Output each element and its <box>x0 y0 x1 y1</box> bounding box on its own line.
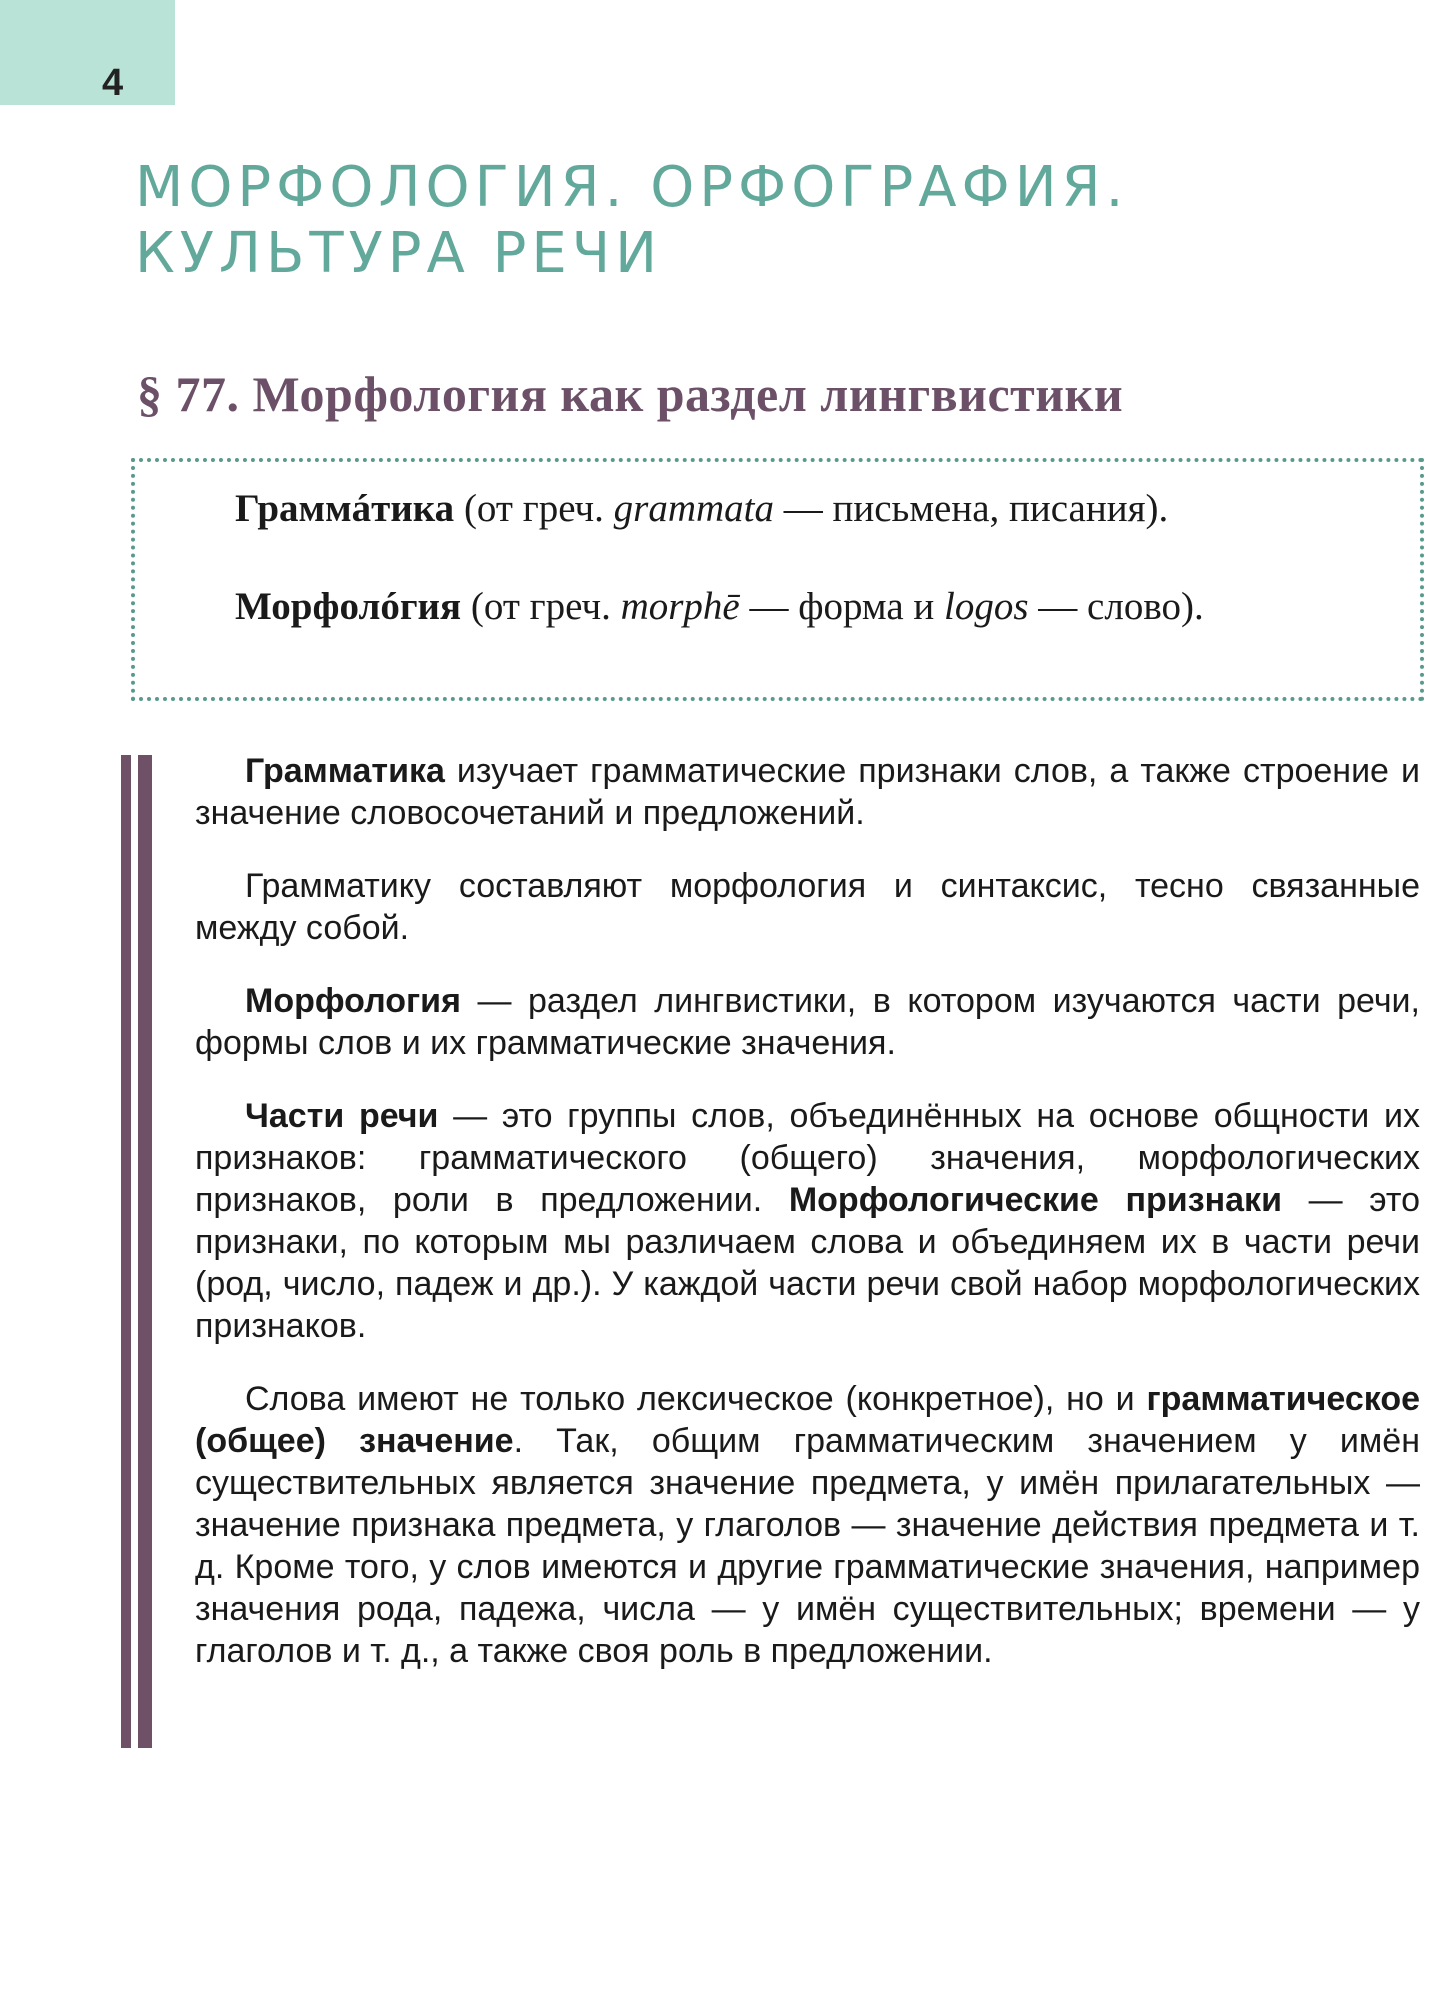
definition-foreign-word: morphē <box>620 585 740 628</box>
bold-term: Морфология <box>245 982 461 1020</box>
paragraph-text: . Так, общим грамматическим значением у имён существительных является значение предмета, у имён прилагательных — значение признака предмета, у глаголов — значение действия предмета и т. д. Кроме того, у слов имеются и другие грамматические значения, например значения рода, падежа, числа — у имён существительных; времени — у глаголов и т. д., а также своя роль в предложении. <box>195 1422 1420 1670</box>
definition-foreign-word: grammata <box>613 487 774 530</box>
bold-term: Грамматика <box>245 752 445 790</box>
definition-text: (от греч. <box>454 487 614 530</box>
paragraph-grammatical-meaning <box>195 1378 1420 1672</box>
chapter-title-line2: КУЛЬТУРА РЕЧИ <box>135 221 663 286</box>
margin-bar-thin <box>121 755 131 1748</box>
definition-text: — слово). <box>1028 585 1204 628</box>
paragraph-grammar <box>195 750 1420 834</box>
chapter-title-line1: МОРФОЛОГИЯ. ОРФОГРАФИЯ. <box>135 155 1129 220</box>
chapter-title <box>135 155 1128 287</box>
paragraph-text: — это группы слов, объединённых на основе общности их признаков: грамматического (общего) значения, морфологических признаков, роли в предложении. <box>195 1097 1421 1219</box>
paragraph-parts-of-speech <box>195 1095 1420 1347</box>
page-number: 4 <box>102 62 124 104</box>
paragraph-text: — раздел лингвистики, в котором изучаются части речи, формы слов и их грамматические значения. <box>195 982 1420 1062</box>
paragraph-text: Грамматику составляют морфология и синтаксис, тесно связанные между собой. <box>195 867 1420 947</box>
paragraph-text: изучает грамматические признаки слов, а также строение и значение словосочетаний и предложений. <box>195 752 1420 832</box>
margin-bar-thick <box>138 755 152 1748</box>
paragraph-grammar-parts <box>195 865 1420 949</box>
definition-morphology <box>185 582 1355 631</box>
bold-term: Морфологические признаки <box>788 1181 1282 1219</box>
definition-text: — письмена, писания). <box>774 487 1169 530</box>
bold-term: грамматическое (общее) значение <box>195 1380 1420 1460</box>
paragraph-text: — это признаки, по которым мы различаем слова и объединяем их в части речи (род, число, падеж и др.). У каждой части речи свой набор морфологических признаков. <box>195 1181 1420 1345</box>
paragraph-morphology <box>195 980 1420 1064</box>
definition-foreign-word: logos <box>944 585 1029 628</box>
definition-term: Граммáтика <box>235 487 455 530</box>
definition-term: Морфолóгия <box>235 585 462 628</box>
definition-text: (от греч. <box>461 585 621 628</box>
bold-term: Части речи <box>245 1097 439 1135</box>
paragraph-text: Слова имеют не только лексическое (конкретное), но и <box>245 1380 1147 1418</box>
definition-grammar <box>185 484 1355 533</box>
body-text <box>195 750 1420 1703</box>
definition-box <box>131 458 1424 701</box>
section-title: § 77. Морфология как раздел лингвистики <box>137 366 1124 422</box>
page-corner-tab <box>0 0 175 105</box>
definition-text: — форма и <box>739 585 945 628</box>
